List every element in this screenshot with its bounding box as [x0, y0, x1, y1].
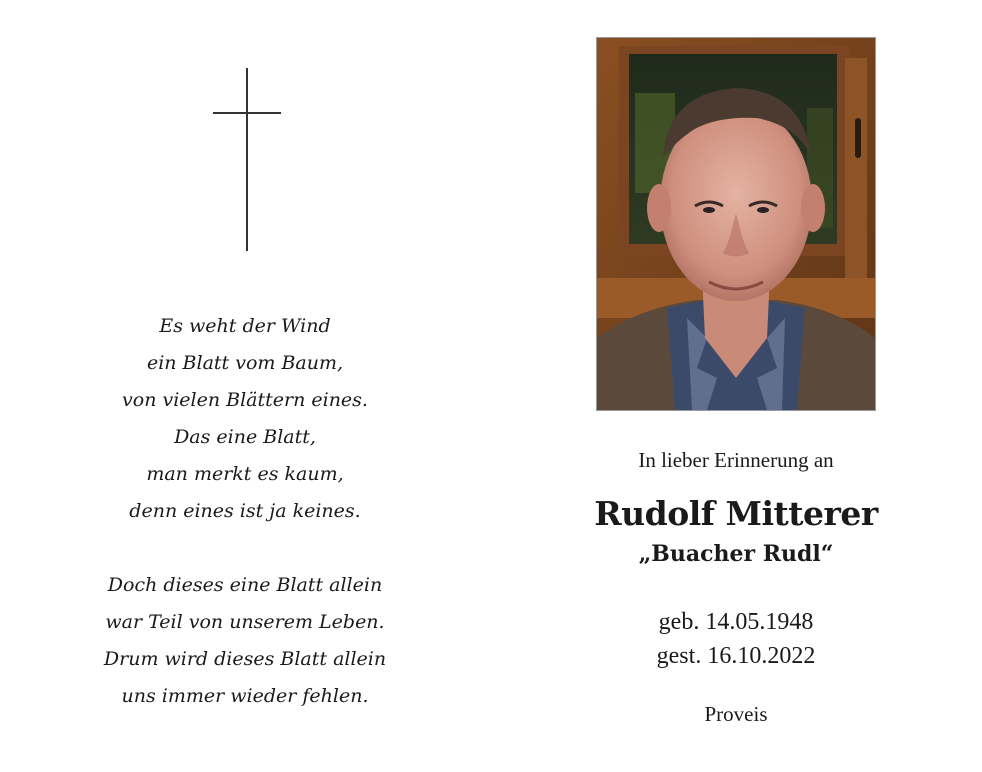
deceased-name: Rudolf Mitterer — [594, 494, 878, 533]
poem-line: Es weht der Wind — [159, 315, 331, 337]
poem-stanza-2 — [60, 567, 430, 715]
deceased-nickname: „Buacher Rudl“ — [638, 541, 834, 567]
portrait-photo — [596, 37, 876, 411]
poem-line: war Teil von unserem Leben. — [105, 611, 385, 633]
birth-date: geb. 14.05.1948 — [658, 609, 814, 635]
poem-line: Doch dieses eine Blatt allein — [107, 574, 383, 596]
death-date: gest. 16.10.2022 — [656, 643, 816, 669]
poem-line: man merkt es kaum, — [146, 463, 344, 485]
memorial-intro: In lieber Erinnerung an — [638, 448, 834, 472]
cross-icon — [213, 68, 281, 251]
poem-line: denn eines ist ja keines. — [129, 500, 361, 522]
poem-line: Das eine Blatt, — [174, 426, 316, 448]
poem-line: von vielen Blättern eines. — [122, 389, 368, 411]
home-place: Proveis — [704, 702, 768, 726]
poem-stanza-1 — [60, 308, 430, 530]
poem-line: uns immer wieder fehlen. — [121, 685, 369, 707]
poem-line: Drum wird dieses Blatt allein — [103, 648, 387, 670]
poem-line: ein Blatt vom Baum, — [146, 352, 344, 374]
